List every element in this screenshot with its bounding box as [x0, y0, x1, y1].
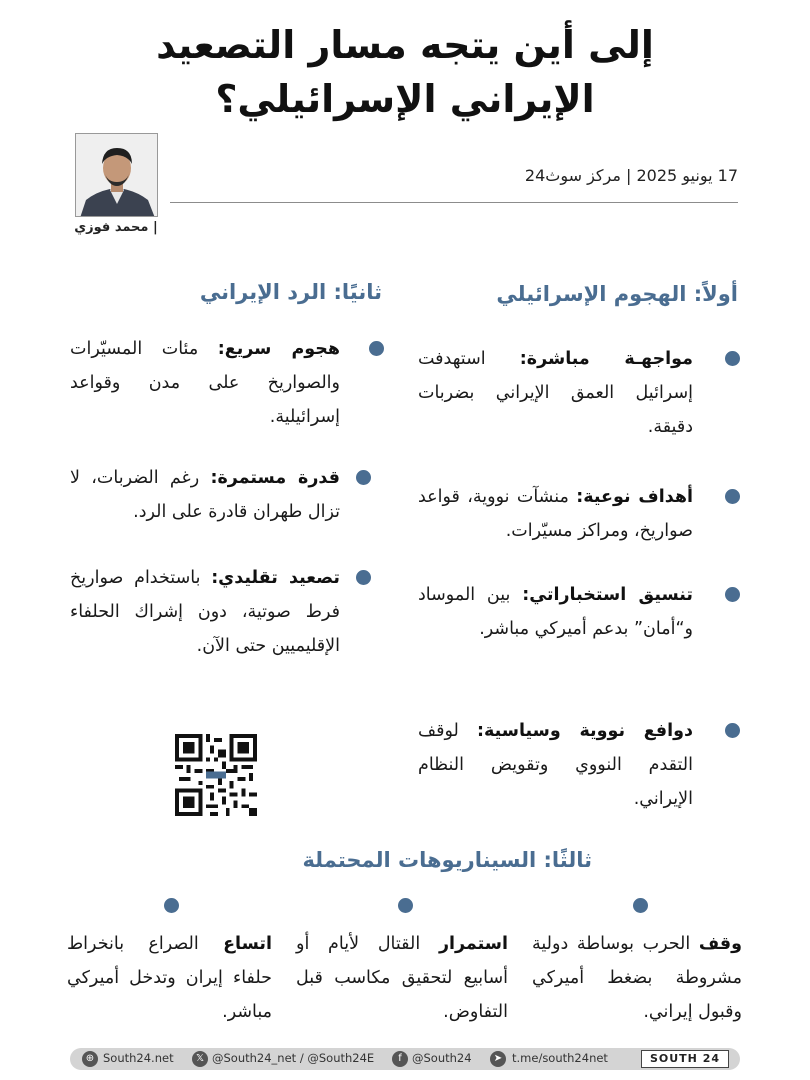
item-label: دوافع نووية وسياسية: [477, 721, 693, 741]
bullet-icon [398, 898, 413, 913]
bullet-icon [725, 351, 740, 366]
section1-item-3 [418, 578, 693, 646]
author-portrait-icon [76, 134, 158, 217]
item-text: باستخدام صواريخ فرط صوتية، دون إشراك الحلفاء الإقليميين حتى الآن. [70, 568, 340, 656]
scenario-item-1 [532, 927, 742, 1029]
header-divider [170, 202, 738, 203]
item-label: تصعيد تقليدي: [211, 568, 340, 588]
footer-bar [70, 1048, 740, 1070]
author-name: | محمد فوزي [74, 220, 158, 235]
scenario-item-3 [67, 927, 272, 1029]
page-title [0, 18, 810, 126]
item-text: بين الموساد و“أمان” بدعم أميركي مباشر. [418, 585, 693, 639]
bullet-icon [725, 723, 740, 738]
qr-code-icon[interactable] [175, 734, 257, 816]
item-label: تنسيق استخباراتي: [522, 585, 693, 605]
section2-item-1 [70, 332, 340, 434]
section-scenarios-title: ثالثًا: السيناريوهات المحتملة [302, 848, 592, 872]
item-text: لوقف التقدم النووي وتقويض النظام الإيراني. [418, 721, 693, 809]
footer-x-handles[interactable]: @South24_net / @South24E [212, 1051, 375, 1065]
bullet-icon [164, 898, 179, 913]
section1-item-4 [418, 714, 693, 816]
item-label: مواجهـة مباشرة: [519, 349, 693, 369]
author-photo [75, 133, 158, 217]
item-text: الحرب بوساطة دولية مشروطة بضغط أميركي وقبول إيراني. [532, 934, 742, 1022]
footer-facebook[interactable]: @South24 [412, 1051, 472, 1065]
item-label: قدرة مستمرة: [210, 468, 340, 488]
section2-item-3 [70, 561, 340, 663]
x-logo-icon: 𝕏 [192, 1051, 208, 1067]
section-israeli-attack-title: أولاً: الهجوم الإسرائيلي [496, 282, 738, 306]
section1-item-2 [418, 480, 693, 548]
item-text: القتال لأيام أو أسابيع لتحقيق مكاسب قبل التفاوض. [296, 934, 508, 1022]
item-label: استمرار [438, 934, 508, 954]
item-label: اتساع [223, 934, 272, 954]
telegram-icon: ➤ [490, 1051, 506, 1067]
footer-telegram[interactable]: t.me/south24net [512, 1051, 608, 1065]
scenario-item-2 [296, 927, 508, 1029]
bullet-icon [356, 570, 371, 585]
footer-website[interactable]: South24.net [103, 1051, 174, 1065]
title-line-1: إلى أين يتجه مسار التصعيد [156, 23, 654, 67]
facebook-icon: f [392, 1051, 408, 1067]
bullet-icon [369, 341, 384, 356]
item-label: هجوم سريع: [217, 339, 340, 359]
date-source: 17 يونيو 2025 | مركز سوث24 [524, 166, 738, 185]
bullet-icon [725, 587, 740, 602]
item-text: رغم الضربات، لا تزال طهران قادرة على الرد. [70, 468, 340, 522]
item-text: الصراع بانخراط حلفاء إيران وتدخل أميركي مباشر. [67, 934, 272, 1022]
section1-item-1 [418, 342, 693, 444]
bullet-icon [633, 898, 648, 913]
bullet-icon [356, 470, 371, 485]
bullet-icon [725, 489, 740, 504]
item-text: استهدفت إسرائيل العمق الإيراني بضربات دقيقة. [418, 349, 693, 437]
brand-logo: SOUTH 24 [641, 1050, 729, 1068]
title-line-2: الإيراني الإسرائيلي؟ [215, 77, 595, 121]
item-label: وقف [698, 934, 742, 954]
item-text: مئات المسيّرات والصواريخ على مدن وقواعد إسرائيلية. [70, 339, 340, 427]
section2-item-2 [70, 461, 340, 529]
section-iranian-response-title: ثانيًا: الرد الإيراني [199, 280, 382, 304]
item-text: منشآت نووية، قواعد صواريخ، ومراكز مسيّرات. [418, 487, 693, 541]
item-label: أهداف نوعية: [576, 487, 693, 507]
globe-icon: ⊕ [82, 1051, 98, 1067]
